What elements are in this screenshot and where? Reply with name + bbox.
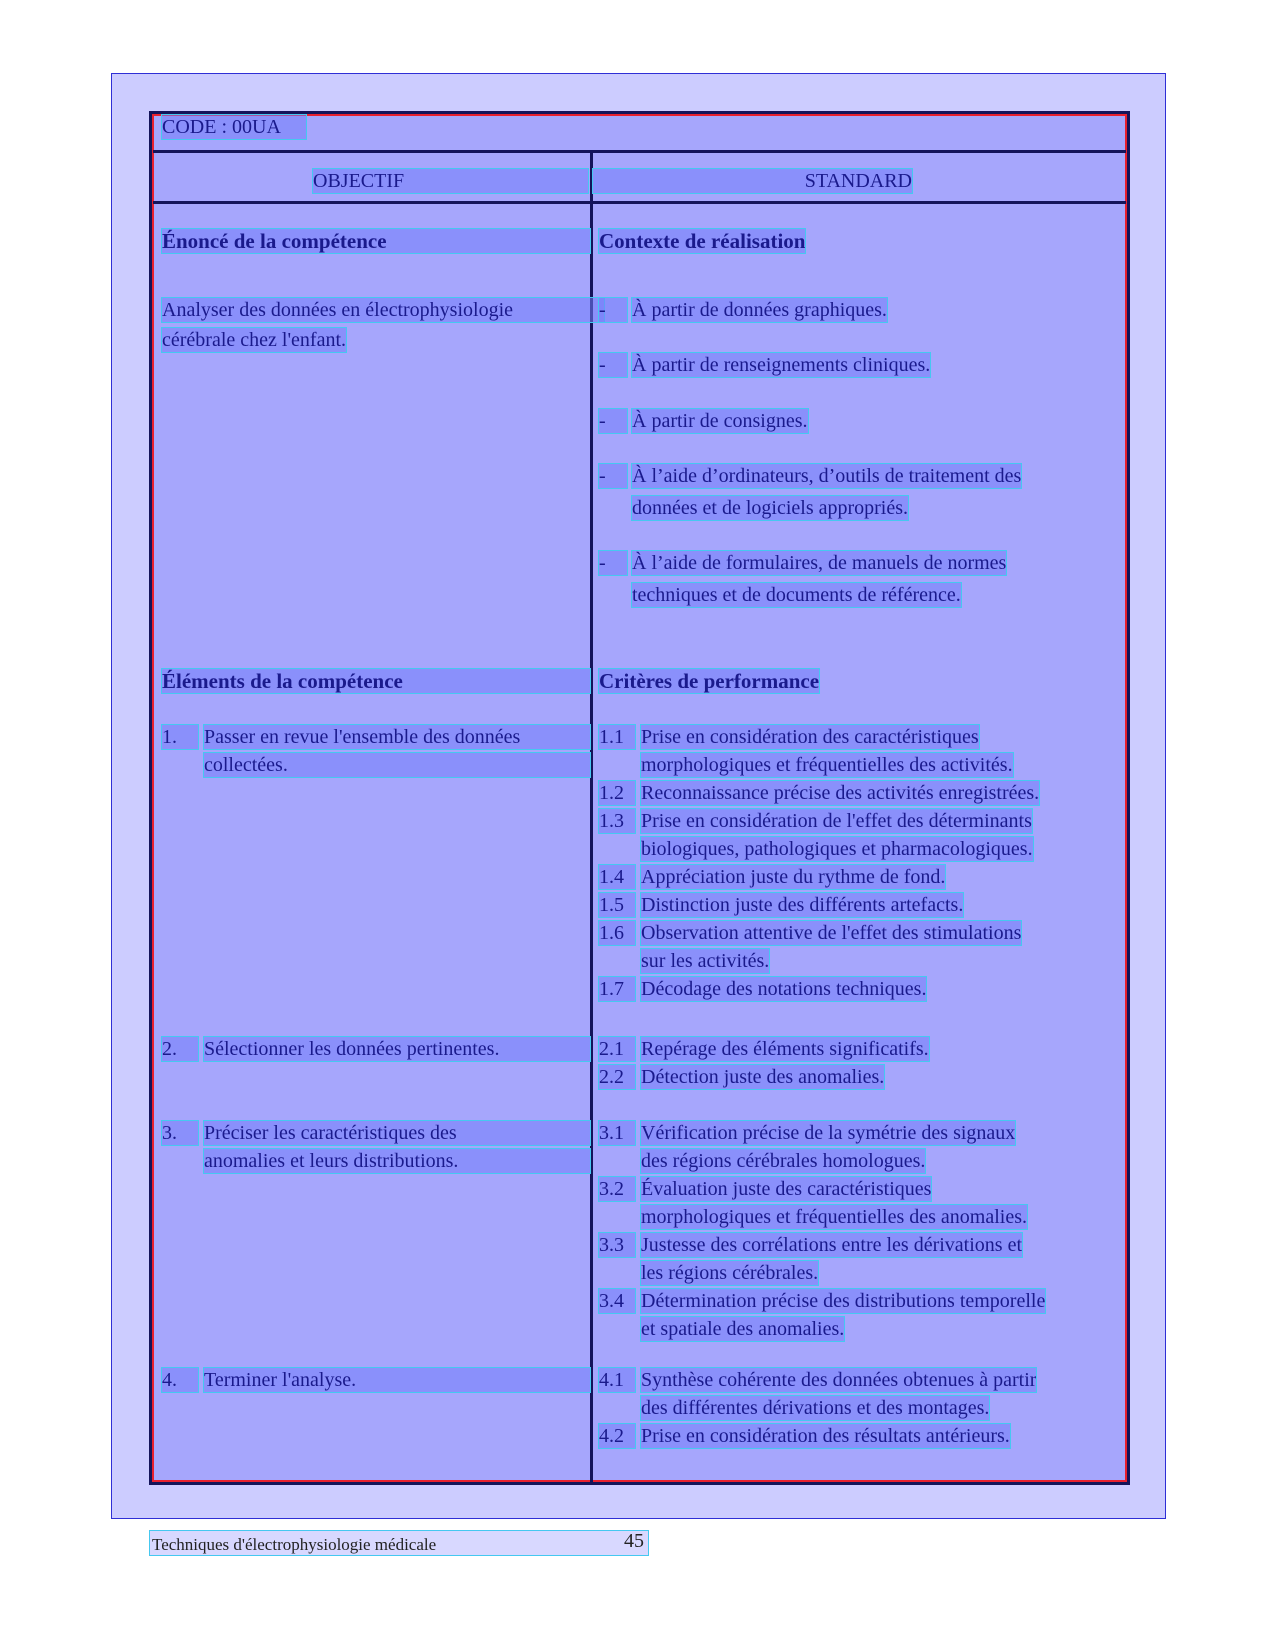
contexte-title: Contexte de réalisation xyxy=(599,229,806,253)
critere-line: Reconnaissance précise des activités enregistrées. xyxy=(641,782,1040,804)
contexte-bullet: - xyxy=(599,409,627,433)
critere-line: Repérage des éléments significatifs. xyxy=(641,1038,929,1060)
header-standard: STANDARD xyxy=(593,169,912,193)
critere-line: Prise en considération des caractéristiques xyxy=(641,726,979,748)
column-divider xyxy=(590,152,593,1482)
contexte-item-line: À partir de consignes. xyxy=(632,410,808,432)
element-number: 2. xyxy=(162,1037,198,1061)
critere-number: 3.2 xyxy=(599,1177,635,1201)
critere-number: 1.5 xyxy=(599,893,635,917)
critere-line: Observation attentive de l'effet des stimulations xyxy=(641,922,1022,944)
contexte-bullet: - xyxy=(599,353,627,377)
critere-number: 4.2 xyxy=(599,1424,635,1448)
critere-number: 1.1 xyxy=(599,725,635,749)
critere-number: 1.7 xyxy=(599,977,635,1001)
critere-line: morphologiques et fréquentielles des anomalies. xyxy=(641,1206,1028,1228)
critere-number: 3.3 xyxy=(599,1233,635,1257)
critere-number: 2.2 xyxy=(599,1065,635,1089)
critere-line: Prise en considération de l'effet des déterminants xyxy=(641,810,1032,832)
critere-line: morphologiques et fréquentielles des activités. xyxy=(641,754,1013,776)
element-line: Terminer l'analyse. xyxy=(204,1368,590,1392)
critere-line: Décodage des notations techniques. xyxy=(641,978,927,1000)
critere-line: Vérification précise de la symétrie des signaux xyxy=(641,1122,1016,1144)
element-number: 3. xyxy=(162,1121,198,1145)
code-line: CODE : 00UA xyxy=(162,115,306,139)
element-number: 1. xyxy=(162,725,198,749)
contexte-item-line: À l’aide de formulaires, de manuels de normes xyxy=(632,552,1007,574)
contexte-item-line: À partir de renseignements cliniques. xyxy=(632,354,931,376)
critere-line: et spatiale des anomalies. xyxy=(641,1318,845,1340)
contexte-item-line: À partir de données graphiques. xyxy=(632,299,887,321)
page-number: 45 xyxy=(624,1530,644,1552)
divider-below-headers xyxy=(153,201,1126,204)
critere-line: Synthèse cohérente des données obtenues à partir xyxy=(641,1369,1037,1391)
critere-number: 3.4 xyxy=(599,1289,635,1313)
critere-number: 1.6 xyxy=(599,921,635,945)
enonce-line-1: Analyser des données en électrophysiologie xyxy=(162,298,604,322)
elements-title: Éléments de la compétence xyxy=(162,669,590,693)
critere-line: les régions cérébrales. xyxy=(641,1262,819,1284)
critere-line: Détermination précise des distributions temporelle xyxy=(641,1290,1046,1312)
element-line: Passer en revue l'ensemble des données xyxy=(204,725,590,749)
critere-line: des régions cérébrales homologues. xyxy=(641,1150,926,1172)
header-objectif: OBJECTIF xyxy=(313,169,588,193)
enonce-line-2: cérébrale chez l'enfant. xyxy=(162,329,347,351)
element-line: Préciser les caractéristiques des xyxy=(204,1121,590,1145)
critere-line: sur les activités. xyxy=(641,950,770,972)
contexte-item-line: À l’aide d’ordinateurs, d’outils de traitement des xyxy=(632,465,1022,487)
critere-line: Évaluation juste des caractéristiques xyxy=(641,1178,932,1200)
critere-number: 1.3 xyxy=(599,809,635,833)
element-line: Sélectionner les données pertinentes. xyxy=(204,1037,590,1061)
footer-title: Techniques d'électrophysiologie médicale xyxy=(152,1535,437,1554)
critere-line: des différentes dérivations et des montages. xyxy=(641,1397,990,1419)
critere-number: 1.4 xyxy=(599,865,635,889)
page-footer xyxy=(150,1531,648,1555)
critere-line: Distinction juste des différents artefacts. xyxy=(641,894,964,916)
critere-line: Prise en considération des résultats antérieurs. xyxy=(641,1425,1010,1447)
critere-number: 1.2 xyxy=(599,781,635,805)
critere-number: 4.1 xyxy=(599,1368,635,1392)
contexte-bullet: - xyxy=(599,464,627,488)
critere-line: Justesse des corrélations entre les dérivations et xyxy=(641,1234,1022,1256)
criteres-title: Critères de performance xyxy=(599,669,820,693)
contexte-bullet: - xyxy=(599,551,627,575)
critere-line: Appréciation juste du rythme de fond. xyxy=(641,866,946,888)
critere-number: 2.1 xyxy=(599,1037,635,1061)
critere-line: biologiques, pathologiques et pharmacologiques. xyxy=(641,838,1033,860)
element-number: 4. xyxy=(162,1368,198,1392)
contexte-item-line: données et de logiciels appropriés. xyxy=(632,497,909,519)
enonce-title: Énoncé de la compétence xyxy=(162,229,590,253)
critere-line: Détection juste des anomalies. xyxy=(641,1066,885,1088)
divider-below-code xyxy=(153,150,1126,153)
element-line: collectées. xyxy=(204,753,590,777)
contexte-item-line: techniques et de documents de référence. xyxy=(632,584,961,606)
contexte-bullet: - xyxy=(599,298,627,322)
critere-number: 3.1 xyxy=(599,1121,635,1145)
element-line: anomalies et leurs distributions. xyxy=(204,1149,590,1173)
